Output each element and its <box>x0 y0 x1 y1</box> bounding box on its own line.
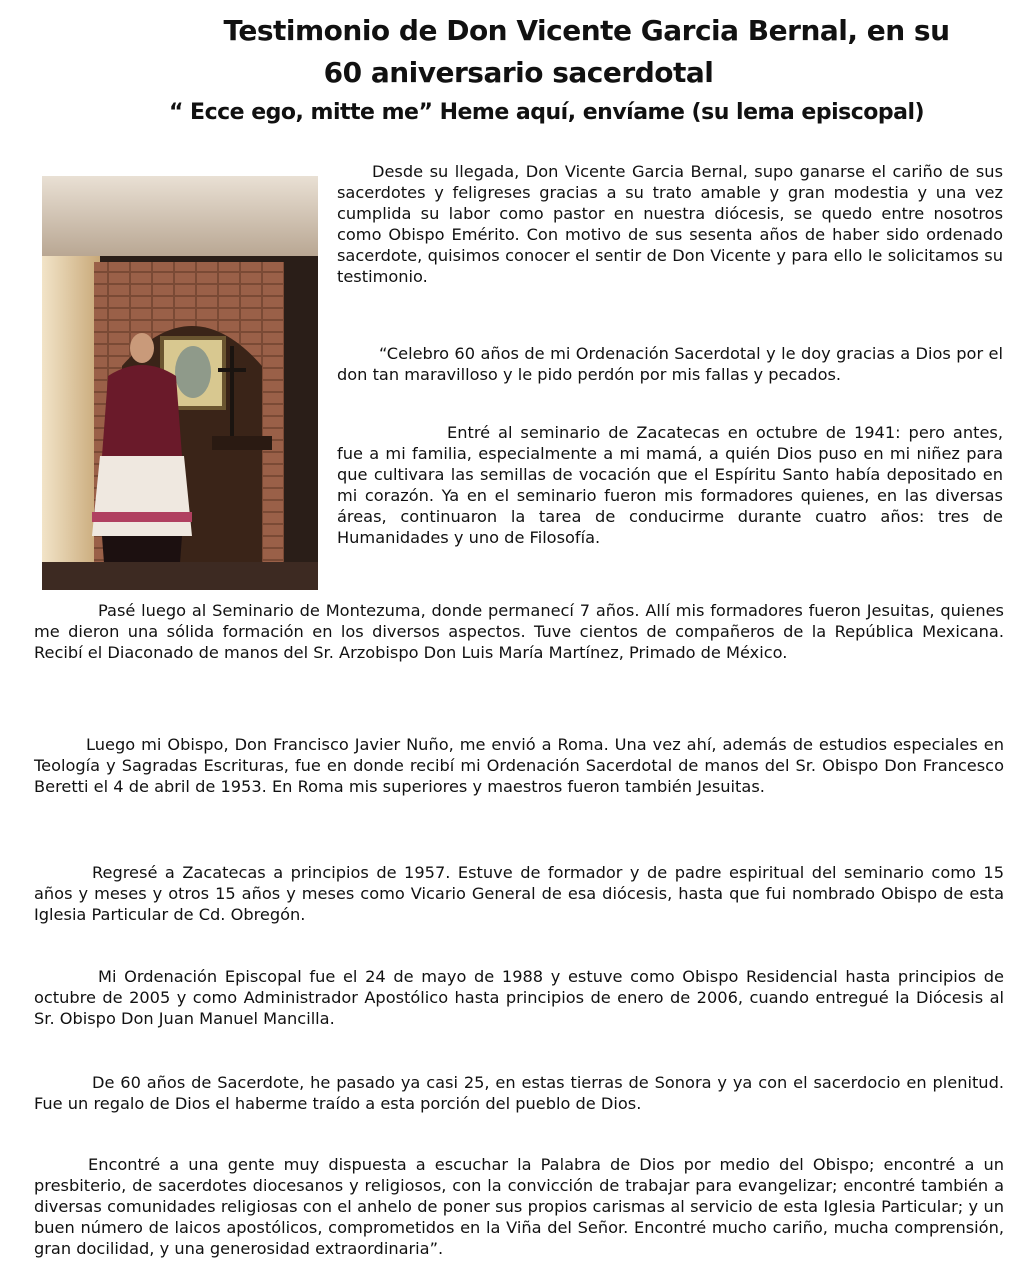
paragraph-5: Luego mi Obispo, Don Francisco Javier Nuño, me envió a Roma. Una vez ahí, además de estudios especiales en Teología y Sagradas Escrituras, fue en donde recibí mi Ordenación Sacerdotal de manos del Sr. Obispo Don Francesco Beretti el 4 de abril de 1953. En Roma mis superiores y maestros fueron también Jesuitas. <box>34 735 1004 796</box>
paragraph-9: Encontré a una gente muy dispuesta a escuchar la Palabra de Dios por medio del Obispo; encontré a un presbiterio, de sacerdotes diocesanos y religiosos, con la convicción de trabajar para evangelizar; encontré también a diversas comunidades religiosas con el anhelo de poner sus propios carismas al servicio de esta Iglesia Particular; y un buen número de laicos apostólicos, comprometidos en la Viña del Señor. Encontré mucho cariño, mucha comprensión, gran docilidad, y una generosidad extraordinaria”. <box>34 1155 1004 1258</box>
page-title-line1: Testimonio de Don Vicente Garcia Bernal, en su <box>223 14 950 47</box>
paragraph-6: Regresé a Zacatecas a principios de 1957. Estuve de formador y de padre espiritual del seminario como 15 años y meses y otros 15 años y meses como Vicario General de esa diócesis, hasta que fui nombrado Obispo de esta Iglesia Particular de Cd. Obregón. <box>34 863 1004 924</box>
episcopal-motto: “ Ecce ego, mitte me” Heme aquí, envíame (su lema episcopal) <box>168 100 925 125</box>
paragraph-8: De 60 años de Sacerdote, he pasado ya casi 25, en estas tierras de Sonora y ya con el sacerdocio en plenitud. Fue un regalo de Dios el haberme traído a esta porción del pueblo de Dios. <box>34 1073 1004 1113</box>
paragraph-1: Desde su llegada, Don Vicente Garcia Bernal, supo ganarse el cariño de sus sacerdotes y feligreses gracias a su trato amable y gran modestia y una vez cumplida su labor como pastor en nuestra diócesis, se quedo entre nosotros como Obispo Emérito. Con motivo de sus sesenta años de haber sido ordenado sacerdote, quisimos conocer el sentir de Don Vicente y para ello le solicitamos su testimonio. <box>337 162 1003 286</box>
paragraph-3: Entré al seminario de Zacatecas en octubre de 1941: pero antes, fue a mi familia, especialmente a mi mamá, a quién Dios puso en mi niñez para que cultivara las semillas de vocación que el Espíritu Santo había depositado en mi corazón. Ya en el seminario fueron mis formadores quienes, en las diversas áreas, continuaron la tarea de conducirme durante cuatro años: tres de Humanidades y uno de Filosofía. <box>337 423 1003 547</box>
paragraph-7: Mi Ordenación Episcopal fue el 24 de mayo de 1988 y estuve como Obispo Residencial hasta principios de octubre de 2005 y como Administrador Apostólico hasta principios de enero de 2006, cuando entregué la Diócesis al Sr. Obispo Don Juan Manuel Mancilla. <box>34 967 1004 1028</box>
page-title-line2: 60 aniversario sacerdotal <box>323 56 714 89</box>
paragraph-4: Pasé luego al Seminario de Montezuma, donde permanecí 7 años. Allí mis formadores fueron Jesuitas, quienes me dieron una sólida formación en los diversos aspectos. Tuve cientos de compañeros de la República Mexicana. Recibí el Diaconado de manos del Sr. Arzobispo Don Luis María Martínez, Primado de México. <box>34 601 1004 662</box>
paragraph-2: “Celebro 60 años de mi Ordenación Sacerdotal y le doy gracias a Dios por el don tan maravilloso y le pido perdón por mis fallas y pecados. <box>337 344 1003 384</box>
bishop-portrait-photo <box>42 176 318 590</box>
photo-illustration <box>42 176 318 590</box>
